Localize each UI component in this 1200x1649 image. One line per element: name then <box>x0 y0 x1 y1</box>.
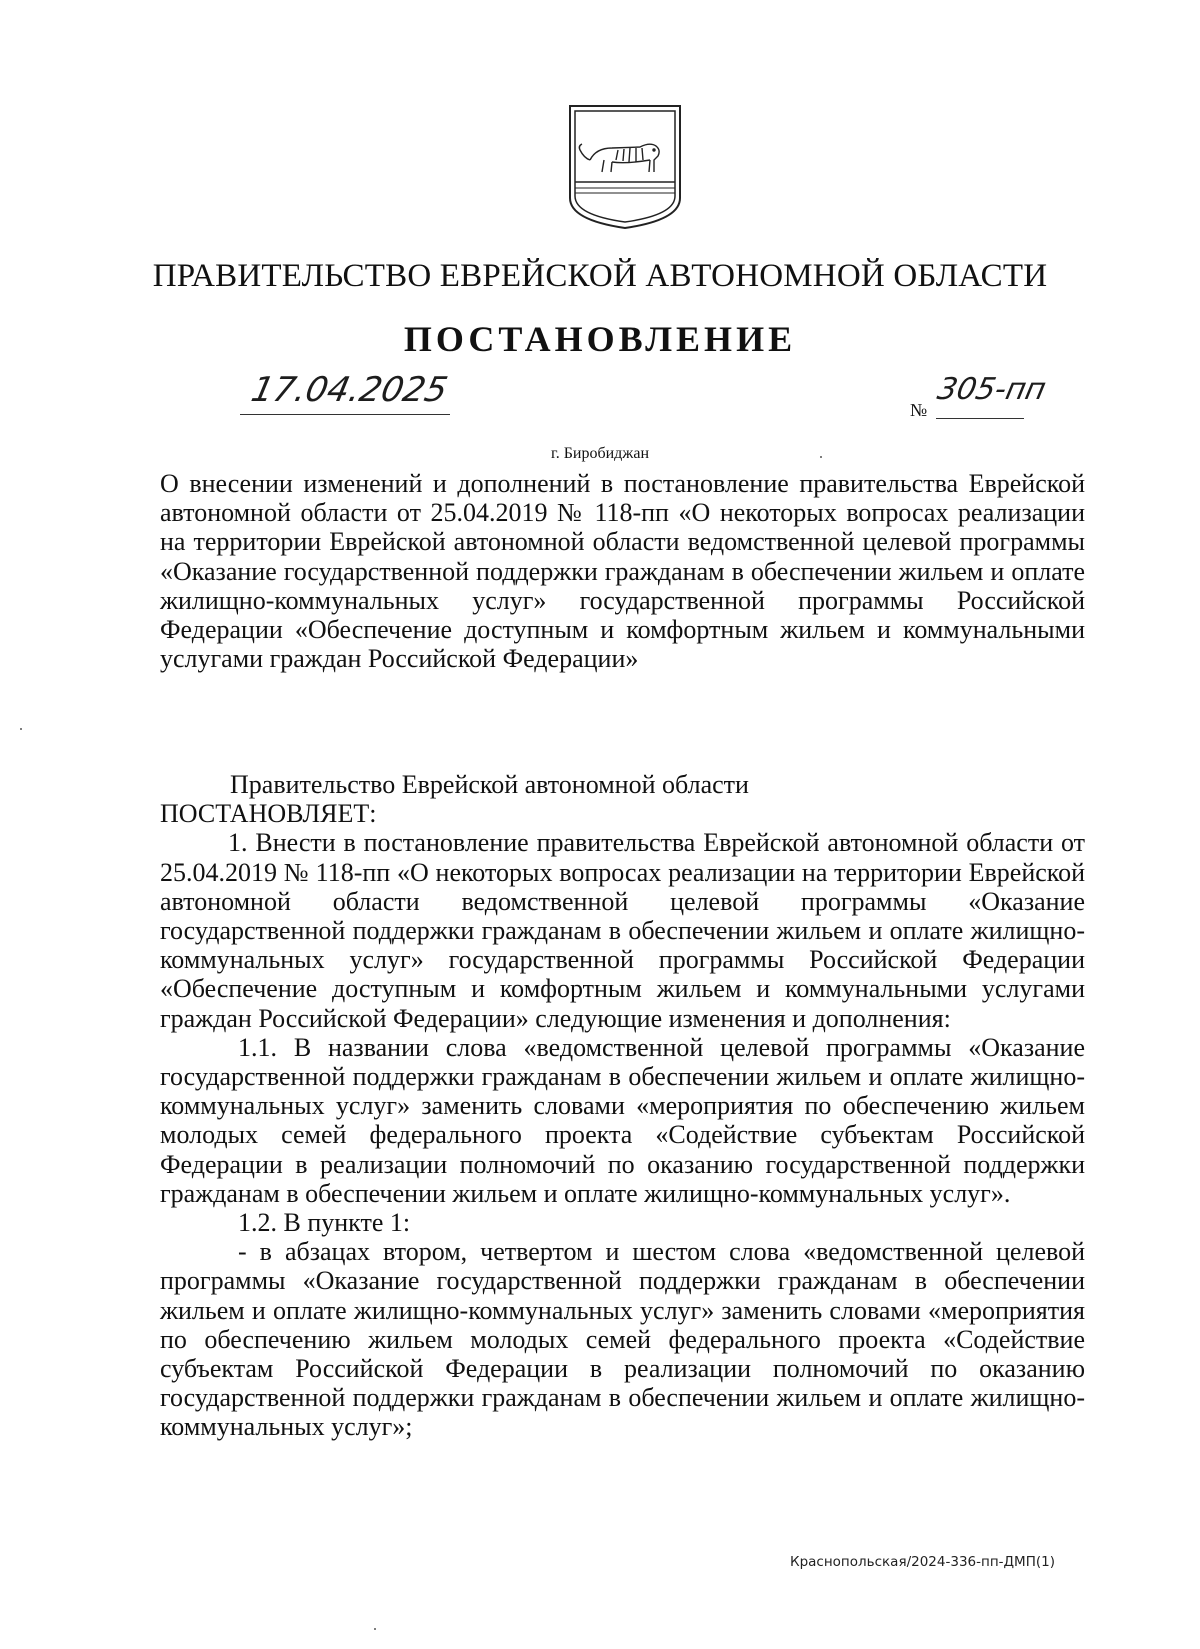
number-underline <box>936 418 1024 419</box>
number-sign: № <box>910 400 928 420</box>
resolves-heading: ПОСТАНОВЛЯЕТ: <box>160 799 377 829</box>
tiger-coat-of-arms-icon <box>566 102 684 232</box>
document-type: ПОСТАНОВЛЕНИЕ <box>403 319 797 359</box>
document-body <box>160 770 1085 1442</box>
paragraph-1-2: 1.2. В пункте 1: <box>238 1208 411 1238</box>
date-underline <box>240 414 450 415</box>
paragraph-1-1: 1.1. В названии слова «ведомственной целевой программы «Оказание государственной поддержки гражданам в обеспечении жильем и оплате жилищно-коммунальных услуг» заменить словами «мероприятия по обеспечению жильем молодых семей федерального проекта «Содействие субъектам Российской Федерации в реализации полномочий по оказанию государственной поддержки гражданам в обеспечении жильем и оплате жилищно-коммунальных услуг». <box>160 1032 1085 1208</box>
document-title: О внесении изменений и дополнений в постановление правительства Еврейской автономной области от 25.04.2019 № 118-пп «О некоторых вопросах реализации на территории Еврейской автономной области ведомственной целевой программы «Оказание государственной поддержки гражданам в обеспечении жильем и оплате жилищно-коммунальных услуг» государственной программы Российской Федерации «Обеспечение доступным и комфортным жильем и коммунальными услугами граждан Российской Федерации» <box>160 469 1085 674</box>
preamble: Правительство Еврейской автономной области <box>230 770 749 799</box>
handwritten-number: 305-пп <box>934 372 1050 407</box>
scan-speck <box>820 456 822 458</box>
handwritten-date: 17.04.2025 <box>247 370 451 410</box>
document-title-block <box>160 469 1085 673</box>
paragraph-1: 1. Внести в постановление правительства Еврейской автономной области от 25.04.2019 № 118-пп «О некоторых вопросах реализации на территории Еврейской автономной области ведомственной целевой программы «Оказание государственной поддержки гражданам в обеспечении жильем и оплате жилищно-коммунальных услуг» государственной программы Российской Федерации «Обеспечение доступным и комфортным жильем и коммунальными услугами граждан Российской Федерации» следующие изменения и дополнения: <box>160 828 1085 1033</box>
organization-name: ПРАВИТЕЛЬСТВО ЕВРЕЙСКОЙ АВТОНОМНОЙ ОБЛАСТИ <box>152 258 1048 294</box>
scan-speck <box>374 1628 376 1630</box>
scan-speck <box>20 728 22 730</box>
city-name: г. Биробиджан <box>550 445 650 462</box>
paragraph-1-2-item: - в абзацах втором, четвертом и шестом слова «ведомственной целевой программы «Оказание государственной поддержки гражданам в обеспечении жильем и оплате жилищно-коммунальных услуг» заменить словами «мероприятия по обеспечению жильем молодых семей федерального проекта «Содействие субъектам Российской Федерации в реализации полномочий по оказанию государственной поддержки гражданам в обеспечении жильем и оплате жилищно-коммунальных услуг»; <box>160 1237 1085 1442</box>
file-reference: Краснопольская/2024-336-пп-ДМП(1) <box>790 1554 1055 1570</box>
